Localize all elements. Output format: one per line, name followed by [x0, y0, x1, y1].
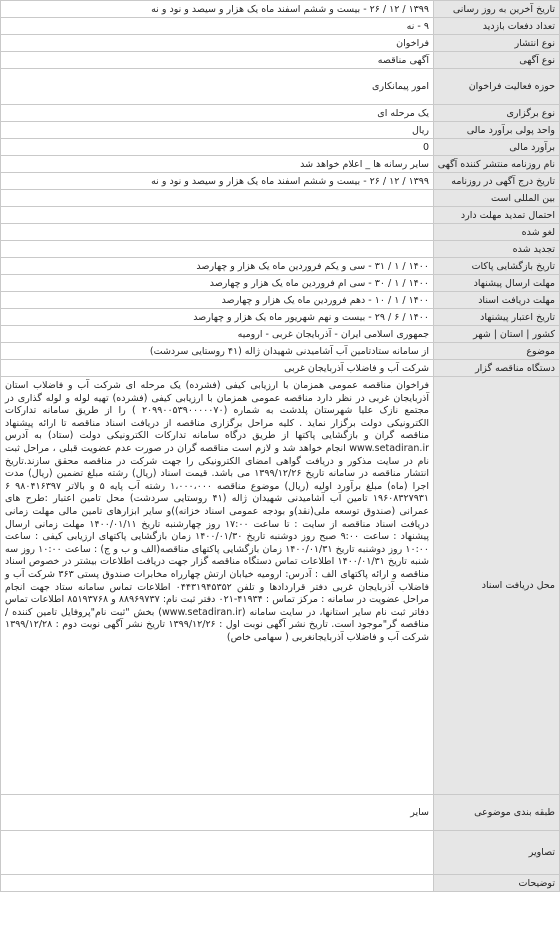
value-currency: ریال [1, 122, 434, 139]
row-doc-deadline [1, 292, 560, 309]
row-subject [1, 343, 560, 360]
value-estimate: 0 [1, 139, 434, 156]
value-publish-type: فراخوان [1, 35, 434, 52]
value-cancelled [1, 224, 434, 241]
label-newspaper: نام روزنامه منتشر کننده آگهی [434, 156, 560, 173]
label-notes: توضیحات [434, 875, 560, 892]
label-estimate: برآورد مالی [434, 139, 560, 156]
row-category [1, 795, 560, 831]
row-activity-field [1, 69, 560, 105]
label-address: محل دریافت اسناد [434, 377, 560, 795]
row-international [1, 190, 560, 207]
value-opening-date: ۱۴۰۰ / ۱ / ۳۱ - سی و یکم فروردین ماه یک هزار و چهارصد [1, 258, 434, 275]
row-visit-count [1, 18, 560, 35]
label-renewed: تجدید شده [434, 241, 560, 258]
row-ad-type [1, 52, 560, 69]
row-notes [1, 875, 560, 892]
label-images: تصاویر [434, 831, 560, 875]
row-submit-deadline [1, 275, 560, 292]
label-extension: احتمال تمدید مهلت دارد [434, 207, 560, 224]
value-notes [1, 875, 434, 892]
value-last-update: ۱۳۹۹ / ۱۲ / ۲۶ - بیست و ششم اسفند ماه یک هزار و سیصد و نود و نه [1, 1, 434, 18]
label-ad-type: نوع آگهی [434, 52, 560, 69]
value-location: جمهوری اسلامی ایران - آذربایجان غربی - ارومیه [1, 326, 434, 343]
row-last-update [1, 1, 560, 18]
value-holding-type: یک مرحله ای [1, 105, 434, 122]
value-doc-deadline: ۱۴۰۰ / ۱ / ۱۰ - دهم فروردین ماه یک هزار و چهارصد [1, 292, 434, 309]
row-extension [1, 207, 560, 224]
value-category: سایر [1, 795, 434, 831]
row-estimate [1, 139, 560, 156]
row-renewed [1, 241, 560, 258]
row-currency [1, 122, 560, 139]
value-submit-deadline: ۱۴۰۰ / ۱ / ۳۰ - سی ام فروردین ماه یک هزار و چهارصد [1, 275, 434, 292]
label-last-update: تاریخ آخرین به روز رسانی [434, 1, 560, 18]
row-newspaper [1, 156, 560, 173]
label-visit-count: تعداد دفعات بازدید [434, 18, 560, 35]
label-category: طبقه بندی موضوعی [434, 795, 560, 831]
label-holding-type: نوع برگزاری [434, 105, 560, 122]
label-opening-date: تاریخ بازگشایی پاکات [434, 258, 560, 275]
value-renewed [1, 241, 434, 258]
row-validity [1, 309, 560, 326]
row-newspaper-date [1, 173, 560, 190]
label-publish-type: نوع انتشار [434, 35, 560, 52]
value-international [1, 190, 434, 207]
row-cancelled [1, 224, 560, 241]
value-subject: از سامانه ستادتامین آب آشامیدنی شهیدان ژاله (۴۱ روستایی سردشت) [1, 343, 434, 360]
value-validity: ۱۴۰۰ / ۶ / ۲۹ - بیست و نهم شهریور ماه یک هزار و چهارصد [1, 309, 434, 326]
value-ad-type: آگهی مناقصه [1, 52, 434, 69]
label-subject: موضوع [434, 343, 560, 360]
label-currency: واحد پولی برآورد مالی [434, 122, 560, 139]
row-opening-date [1, 258, 560, 275]
row-location [1, 326, 560, 343]
label-validity: تاریخ اعتبار پیشنهاد [434, 309, 560, 326]
label-activity-field: حوزه فعالیت فراخوان [434, 69, 560, 105]
row-organizer [1, 360, 560, 377]
label-location: کشور | استان | شهر [434, 326, 560, 343]
value-extension [1, 207, 434, 224]
row-address [1, 377, 560, 795]
value-activity-field: امور پیمانکاری [1, 69, 434, 105]
label-organizer: دستگاه مناقصه گزار [434, 360, 560, 377]
label-newspaper-date: تاریخ درج آگهی در روزنامه [434, 173, 560, 190]
value-address: فراخوان مناقصه عمومی همزمان با ارزیابی کیفی (فشرده) یک مرحله ای شرکت آب و فاضلاب استان آذربایجان غربی در نظر دارد مناقصه عمومی همزمان با ارزیابی کیفی (فشرده) تهیه لوله و لوله گذاری در مجتمع نازک علیا شهرستان پلدشت به شماره (۲۰۹۹۰۰۵۳۹۰۰۰۰۰۷۰ ) را از طریق سامانه تدارکات الکترونیکی دولت برگزار نماید . کلیه مراحل برگزاری مناقصه از دریافت اسناد مناقصه تا ارائه پیشنهاد مناقصه گران و بازگشایی پاکتها از طریق درگاه سامانه تدارکات الکترونیکی دولت (ستاد) به آدرس www.setadiran.ir انجام خواهد شد و لازم است مناقصه گران در صورت عدم عضویت قبلی ، مراحل ثبت نام در سایت مذکور و دریافت گواهی امضای الکترونیکی را جهت شرکت در مناقصه محقق سازند.تاریخ انتشار مناقصه در سامانه تاریخ ۱۳۹۹/۱۲/۲۶ می باشد. قیمت اسناد (ریال) رشته مبلغ تضمین (ریال) مدت اجرا (ماه) مبلغ برآورد اولیه (ریال) موضوع مناقصه ۱،۰۰۰،۰۰۰ رشته آب پایه ۵ و بالاتر ۹۸۰۴۱۶۳۹۷ ۶ ۱۹۶۰۸۳۲۷۹۳۱ تامین آب آشامیدنی شهیدان ژاله (۴۱ روستایی سردشت) محل تامین اعتبار :طرح های عمرانی (صندوق توسعه ملی(نقد)و بودجه عمومی اسناد خزانه))و سایر ابزارهای تامین مالی مهلت زمانی دریافت اسناد مناقصه از سایت : تا ساعت ۱۷:۰۰ روز چهارشنبه تاریخ ۱۴۰۰/۰۱/۱۱ مهلت زمانی ارسال پیشنهاد : ساعت ۹:۰۰ صبح روز دوشنبه تاریخ ۱۴۰۰/۰۱/۳۰ زمان بازگشایی پاکتهای ارزیابی کیفی : ساعت ۱۰:۰۰ روز دوشنبه تاریخ ۱۴۰۰/۰۱/۳۱ زمان بازگشایی پاکتهای مناقصه(الف و ب و ج) : ساعت ۱۰:۰۰ روز سه شنبه تاریخ ۱۴۰۰/۰۱/۳۱ اطلاعات تماس دستگاه مناقصه گزار جهت دریافت اطلاعات بیشتر در خصوص اسناد مناقصه و ارائه پاکتهای الف : آدرس: ارومیه خیابان ارتش چهارراه مخابرات صندوق پستی ۳۶۳ شرکت آب و فاضلاب آذربایجان غربی دفتر قراردادها و تلفن ۰۴۴۳۱۹۴۵۳۵۲ اطلاعات تماس سامانه ستاد جهت انجام مراحل عضویت در سامانه : مرکز تماس : ۴۱۹۳۴-۰۲۱ دفتر ثبت نام: ۸۸۹۶۹۷۳۷ و ۸۵۱۹۳۷۶۸ اطلاعات تماس دفاتر ثبت نام سایر استانها، در سایت سامانه (www.setadiran.ir) بخش "ثبت نام"پروفایل تامین کننده / مناقصه گر"موجود است. تاریخ نشر آگهی نوبت اول : ۱۳۹۹/۱۲/۲۶ تاریخ نشر آگهی نوبت دوم : ۱۳۹۹/۱۲/۲۸ شرکت آب و فاضلاب آذربایجانغربی ( سهامی خاص) [1, 377, 434, 795]
value-visit-count: ۹ - نه [1, 18, 434, 35]
label-doc-deadline: مهلت دریافت اسناد [434, 292, 560, 309]
value-images [1, 831, 434, 875]
label-international: بین المللی است [434, 190, 560, 207]
value-newspaper: سایر رسانه ها _ اعلام خواهد شد [1, 156, 434, 173]
row-images [1, 831, 560, 875]
label-submit-deadline: مهلت ارسال پیشنهاد [434, 275, 560, 292]
label-cancelled: لغو شده [434, 224, 560, 241]
value-organizer: شرکت آب و فاضلاب آذربایجان غربی [1, 360, 434, 377]
row-holding-type [1, 105, 560, 122]
row-publish-type [1, 35, 560, 52]
value-newspaper-date: ۱۳۹۹ / ۱۲ / ۲۶ - بیست و ششم اسفند ماه یک هزار و سیصد و نود و نه [1, 173, 434, 190]
